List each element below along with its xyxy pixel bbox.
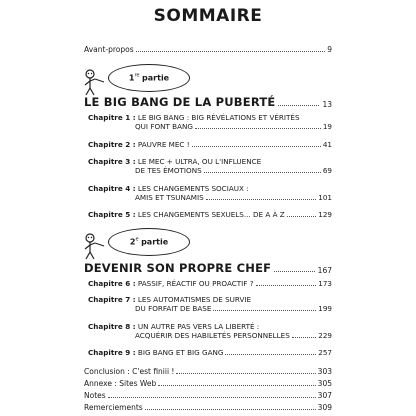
toc-chapter-9[interactable] — [88, 348, 332, 357]
part-number: 1 — [128, 73, 135, 83]
entry-label: Annexe : Sites Web — [84, 379, 157, 388]
chapter-page-number: 129 — [318, 210, 332, 219]
chapter-title-line-2: QUI FONT BANG — [135, 122, 193, 131]
part-ordinal-suffix: e — [135, 236, 139, 243]
section-page-number: 13 — [322, 100, 332, 109]
chapter-title-line-1: PASSIF, RÉACTIF OU PROACTIF ? — [137, 279, 254, 288]
chapter-page-number: 173 — [318, 279, 332, 288]
dot-leader — [292, 337, 317, 338]
entry-page-number: 303 — [317, 367, 332, 376]
dot-leader — [195, 128, 321, 129]
chapter-prefix: Chapitre 8 : — [88, 322, 136, 331]
cartoon-figure-icon — [82, 232, 108, 262]
chapter-title-line-2: DE TES ÉMOTIONS — [135, 166, 202, 175]
chapter-page-number: 101 — [318, 193, 332, 202]
entry-page-number: 9 — [327, 45, 332, 54]
part-ordinal-suffix: re — [134, 72, 140, 79]
toc-chapter-5[interactable] — [88, 210, 332, 219]
chapter-title-line-1: LE MEC + ULTRA, OU L'INFLUENCE — [137, 157, 262, 166]
chapter-title-line-2: DU FORFAIT DE BASE — [135, 304, 212, 313]
chapter-prefix: Chapitre 5 : — [88, 210, 136, 219]
toc-entry-remerciements[interactable] — [84, 403, 332, 412]
dot-leader — [176, 373, 315, 374]
part-word: partie — [142, 73, 170, 83]
section-title: LE BIG BANG DE LA PUBERTÉ — [84, 95, 276, 109]
toc-chapter-3[interactable] — [88, 157, 332, 175]
toc-chapter-6[interactable] — [88, 279, 332, 288]
dot-leader — [278, 105, 319, 106]
chapter-page-number: 257 — [318, 348, 332, 357]
entry-label: Notes — [84, 391, 106, 400]
entry-label: Remerciements — [84, 403, 143, 412]
toc-entry-conclusion[interactable] — [84, 367, 332, 376]
chapter-prefix: Chapitre 9 : — [88, 348, 136, 357]
dot-leader — [274, 271, 314, 272]
chapter-page-number: 41 — [322, 140, 332, 149]
dot-leader — [204, 172, 321, 173]
dot-leader — [136, 51, 326, 52]
part-2-bubble — [108, 228, 190, 256]
toc-entry-annexe[interactable] — [84, 379, 332, 388]
chapter-prefix: Chapitre 1 : — [88, 113, 136, 122]
chapter-prefix: Chapitre 4 : — [88, 184, 136, 193]
chapter-title-line-1: LE BIG BANG : BIG RÉVÉLATIONS ET VÉRITÉS — [137, 113, 300, 122]
entry-label: Avant-propos — [84, 45, 134, 54]
chapter-title-line-1: LES CHANGEMENTS SOCIAUX : — [137, 184, 249, 193]
dot-leader — [213, 310, 316, 311]
dot-leader — [145, 409, 316, 410]
chapter-prefix: Chapitre 6 : — [88, 279, 136, 288]
part-number: 2 — [129, 237, 136, 247]
chapter-title-line-2: AMIS ET TSUNAMIS — [135, 193, 204, 202]
part-2-badge — [82, 228, 202, 260]
chapter-page-number: 229 — [318, 331, 332, 340]
toc-chapter-1[interactable] — [88, 113, 332, 131]
entry-label: Conclusion : C'est finiii ! — [84, 367, 175, 376]
toc-chapter-4[interactable] — [88, 184, 332, 202]
toc-section-part-1[interactable] — [84, 96, 332, 109]
page-title: SOMMAIRE — [153, 6, 263, 26]
toc-chapter-2[interactable] — [88, 140, 332, 149]
chapter-prefix: Chapitre 3 : — [88, 157, 136, 166]
chapter-title-line-1: BIG BANG ET BIG GANG — [137, 348, 224, 357]
chapter-title-line-2: ACQUÉRIR DES HABILETÉS PERSONNELLES — [135, 331, 290, 340]
toc-entry-avant-propos[interactable] — [84, 45, 332, 54]
cartoon-figure-icon — [82, 68, 108, 98]
chapter-page-number: 19 — [322, 122, 332, 131]
toc-section-part-2[interactable] — [84, 262, 332, 275]
dot-leader — [158, 385, 315, 386]
part-1-bubble — [108, 64, 190, 92]
chapter-page-number: 199 — [318, 304, 332, 313]
dot-leader — [192, 146, 321, 147]
dot-leader — [225, 354, 316, 355]
chapter-title-line-1: PAUVRE MEC ! — [137, 140, 190, 149]
chapter-prefix: Chapitre 7 : — [88, 295, 136, 304]
chapter-title-line-1: LES AUTOMATISMES DE SURVIE — [137, 295, 252, 304]
chapter-title-line-1: UN AUTRE PAS VERS LA LIBERTÉ : — [137, 322, 260, 331]
dot-leader — [108, 397, 316, 398]
entry-page-number: 305 — [317, 379, 332, 388]
dot-leader — [206, 199, 317, 200]
entry-page-number: 309 — [317, 403, 332, 412]
entry-page-number: 307 — [317, 391, 332, 400]
chapter-title-line-1: LES CHANGEMENTS SEXUELS... DE A À Z — [137, 210, 285, 219]
part-word: partie — [141, 237, 169, 247]
dot-leader — [256, 285, 317, 286]
dot-leader — [287, 216, 317, 217]
toc-chapter-7[interactable] — [88, 295, 332, 313]
toc-chapter-8[interactable] — [88, 322, 332, 340]
toc-entry-notes[interactable] — [84, 391, 332, 400]
section-title: DEVENIR SON PROPRE CHEF — [84, 261, 272, 275]
part-1-badge — [82, 64, 202, 96]
section-page-number: 167 — [317, 266, 332, 275]
chapter-prefix: Chapitre 2 : — [88, 140, 136, 149]
chapter-page-number: 69 — [322, 166, 332, 175]
